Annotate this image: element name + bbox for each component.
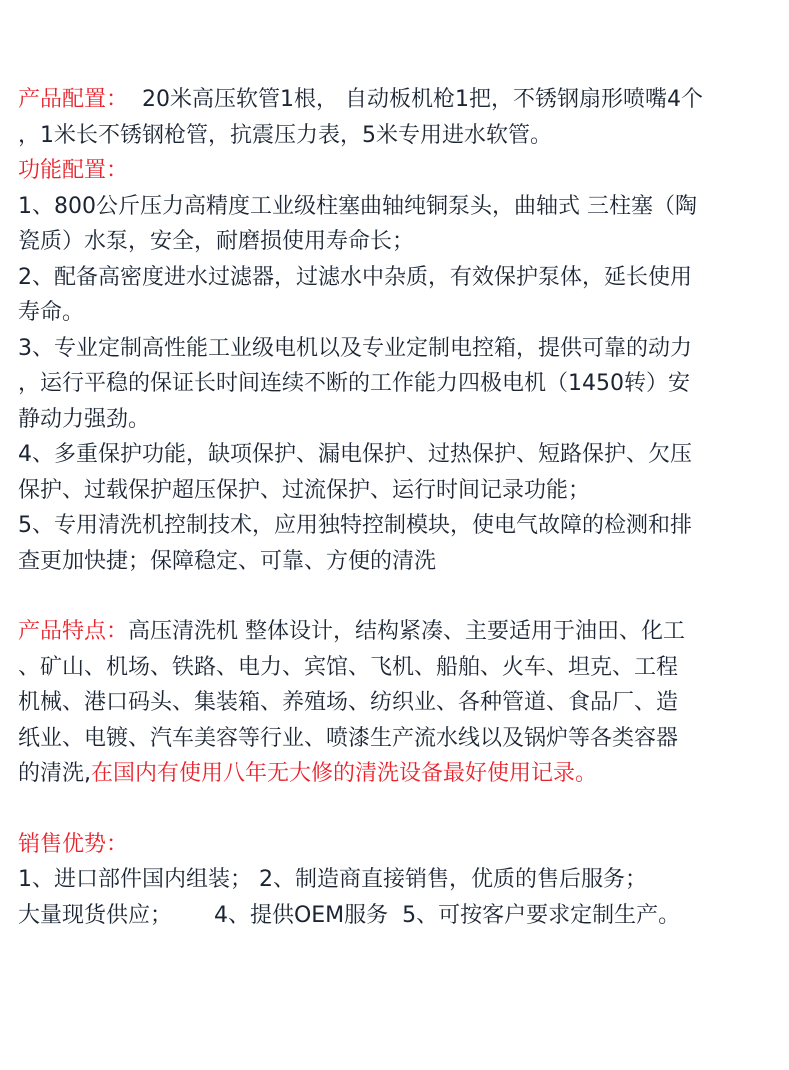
product-config-text-1: 20米高压软管1根， 自动板机枪1把，不锈钢扇形喷嘴4个 bbox=[128, 87, 703, 112]
function-config-section bbox=[18, 153, 774, 579]
product-features-highlight: 在国内有使用八年无大修的清洗设备最好使用记录。 bbox=[91, 761, 598, 786]
section-spacer bbox=[18, 792, 774, 827]
product-config-label: 产品配置： bbox=[18, 87, 129, 112]
sales-advantages-section bbox=[18, 827, 774, 934]
product-features-text-5: 的清洗, bbox=[18, 761, 91, 786]
product-features-text-3: 机械、港口码头、集装箱、养殖场、纺织业、各种管道、食品厂、造 bbox=[18, 690, 679, 715]
function-item-3 bbox=[18, 331, 774, 438]
function-item-3-line-2: ，运行平稳的保证长时间连续不断的工作能力四极电机（1450转）安 bbox=[18, 371, 690, 396]
section-spacer bbox=[18, 579, 774, 614]
product-features-label: 产品特点： bbox=[18, 619, 129, 644]
function-item-2-line-1: 2、配备高密度进水过滤器，过滤水中杂质，有效保护泵体，延长使用 bbox=[18, 264, 692, 290]
product-features-line-1 bbox=[18, 614, 774, 650]
function-item-1-line-2: 瓷质）水泵，安全，耐磨损使用寿命长； bbox=[18, 229, 415, 254]
product-config-section bbox=[18, 82, 774, 153]
product-features-text-4: 纸业、电镀、汽车美容等行业、喷漆生产流水线以及锅炉等各类容器 bbox=[18, 725, 679, 751]
product-features-text-2: 、矿山、机场、铁路、电力、宾馆、飞机、船舶、火车、坦克、工程 bbox=[18, 654, 679, 680]
sales-advantages-label: 销售优势： bbox=[18, 831, 129, 857]
product-config-text-2: ，1米长不锈钢枪管，抗震压力表，5米专用进水软管。 bbox=[18, 122, 552, 148]
function-item-5-line-2: 查更加快捷；保障稳定、可靠、方便的清洗 bbox=[18, 548, 437, 574]
function-item-5-line-1: 5、专用清洗机控制技术，应用独特控制模块，使电气故障的检测和排 bbox=[18, 513, 692, 538]
product-config-line-1 bbox=[18, 82, 774, 118]
function-item-1-line-1: 1、800公斤压力高精度工业级柱塞曲轴纯铜泵头，曲轴式 三柱塞（陶 bbox=[18, 193, 697, 219]
function-item-3-line-3: 静动力强劲。 bbox=[18, 406, 151, 432]
function-config-label: 功能配置： bbox=[18, 158, 129, 183]
function-item-3-line-1: 3、专业定制高性能工业级电机以及专业定制电控箱，提供可靠的动力 bbox=[18, 335, 692, 361]
function-item-4 bbox=[18, 437, 774, 508]
product-features-line-5 bbox=[18, 756, 774, 792]
function-item-4-line-2: 保护、过载保护超压保护、过流保护、运行时间记录功能； bbox=[18, 477, 591, 503]
function-item-2-line-2: 寿命。 bbox=[18, 300, 85, 325]
function-item-1 bbox=[18, 189, 774, 260]
sales-advantages-text-1: 1、进口部件国内组装； 2、制造商直接销售，优质的售后服务； bbox=[18, 867, 647, 892]
function-item-4-line-1: 4、多重保护功能，缺项保护、漏电保护、过热保护、短路保护、欠压 bbox=[18, 442, 692, 467]
product-features-section bbox=[18, 614, 774, 792]
document-body bbox=[18, 82, 774, 933]
sales-advantages-text-2: 大量现货供应； 4、提供OEM服务 5、可按客户要求定制生产。 bbox=[18, 902, 681, 928]
function-item-5 bbox=[18, 508, 774, 579]
function-item-2 bbox=[18, 260, 774, 331]
product-features-text-1: 高压清洗机 整体设计，结构紧凑、主要适用于油田、化工 bbox=[128, 619, 686, 644]
